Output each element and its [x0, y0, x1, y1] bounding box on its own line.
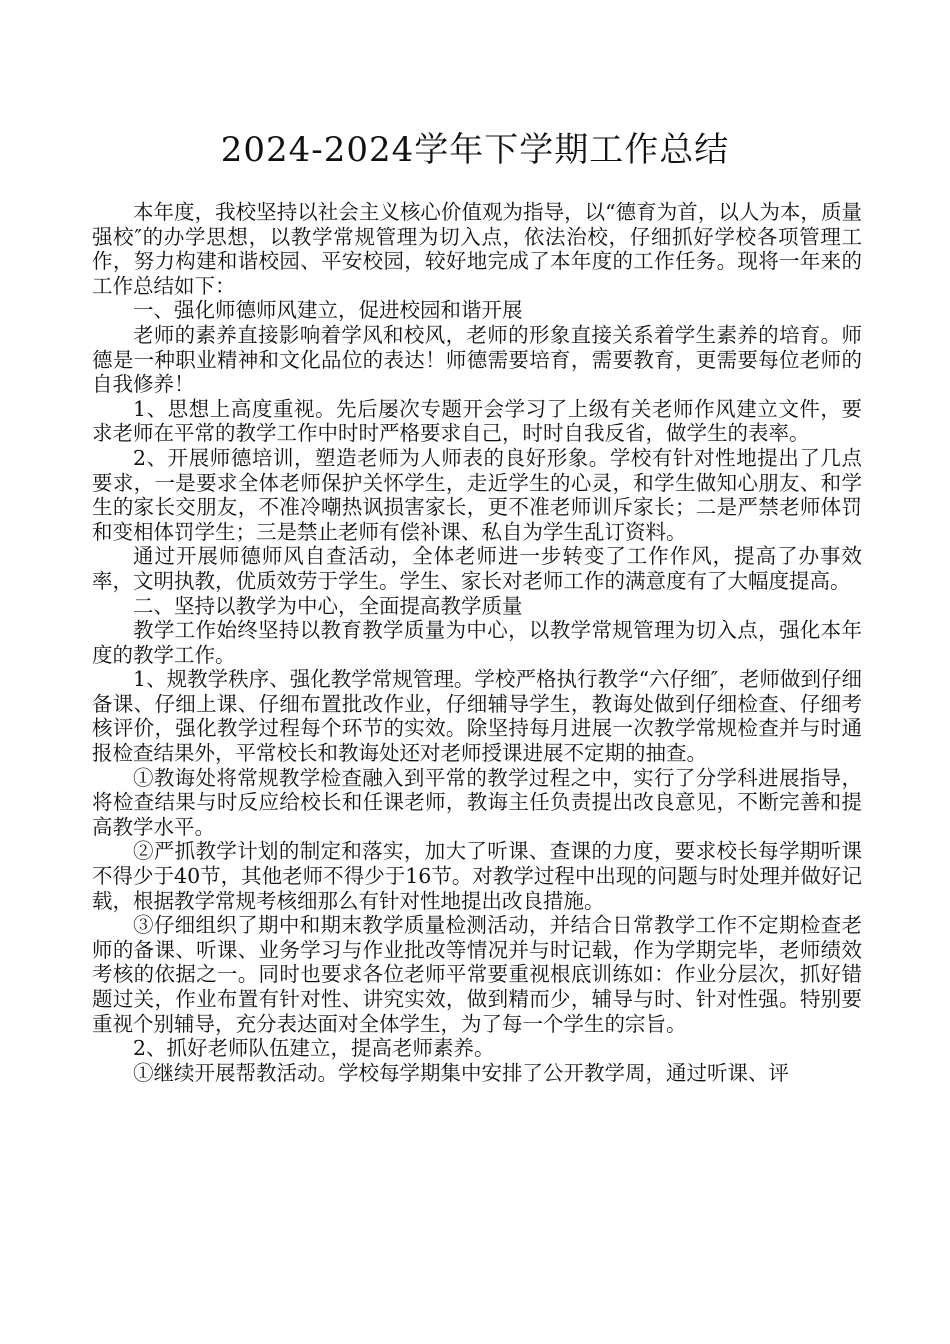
- paragraph: ①继续开展帮教活动。学校每学期集中安排了公开教学周，通过听课、评: [133, 1060, 789, 1085]
- section-heading-2: 二、坚持以教学为中心，全面提高教学质量: [133, 593, 523, 618]
- section-heading-1: 一、强化师德师风建立，促进校园和谐开展: [133, 298, 523, 323]
- document-title: 2024-2024学年下学期工作总结: [220, 130, 730, 170]
- paragraph: 通过开展师德师风自查活动，全体老师进一步转变了工作作风，提高了办事效率，文明执教，优质效劳于学生。学生、家长对老师工作的满意度有了大幅度提高。: [92, 544, 862, 593]
- paragraph: 老师的素养直接影响着学风和校风，老师的形象直接关系着学生素养的培育。师德是一种职业精神和文化品位的表达！师德需要培育，需要教育，更需要每位老师的自我修养！: [92, 322, 862, 397]
- paragraph: 1、思想上高度重视。先后屡次专题开会学习了上级有关老师作风建立文件，要求老师在平常的教学工作中时时严格要求自己，时时自我反省，做学生的表率。: [92, 396, 862, 446]
- paragraph: 1、规教学秩序、强化教学常规管理。学校严格执行教学“六仔细″，老师做到仔细备课、仔细上课、仔细布置批改作业，仔细辅导学生，教诲处做到仔细检查、仔细考核评价，强化教学过程每个环节的实效。除坚持每月进展一次教学常规检查并与时通报检查结果外，平常校长和教诲处还对老师授课进展不定期的抽查。: [92, 667, 862, 766]
- paragraph-intro: 本年度，我校坚持以社会主义核心价值观为指导，以“德育为首，以人为本，质量强校″的办学思想，以教学常规管理为切入点，依法治校，仔细抓好学校各项管理工作，努力构建和谐校园、平安校园，较好地完成了本年度的工作任务。现将一年来的工作总结如下：: [92, 200, 862, 298]
- paragraph: ③仔细组织了期中和期末教学质量检测活动，并结合日常教学工作不定期检查老师的备课、听课、业务学习与作业批改等情况并与时记载，作为学期完毕，老师绩效考核的依据之一。同时也要求各位老师平常要重视根底训练如：作业分层次，抓好错题过关，作业布置有针对性、讲究实效，做到精而少，辅导与时、针对性强。特别要重视个别辅导，充分表达面对全体学生，为了每一个学生的宗旨。: [92, 913, 862, 1036]
- paragraph: 教学工作始终坚持以教育教学质量为中心，以教学常规管理为切入点，强化本年度的教学工作。: [92, 618, 862, 667]
- document-body: [92, 200, 862, 1085]
- paragraph: ①教诲处将常规教学检查融入到平常的教学过程之中，实行了分学科进展指导，将检查结果与时反应给校长和任课老师，教诲主任负责提出改良意见，不断完善和提高教学水平。: [92, 765, 862, 839]
- paragraph: 2、抓好老师队伍建立，提高老师素养。: [133, 1036, 495, 1061]
- paragraph: ②严抓教学计划的制定和落实，加大了听课、查课的力度，要求校长每学期听课不得少于40节，其他老师不得少于16节。对教学过程中出现的问题与时处理并做好记载，根据教学常规考核细那么有针对性地提出改良措施。: [92, 839, 862, 913]
- paragraph: 2、开展师德培训，塑造老师为人师表的良好形象。学校有针对性地提出了几点要求，一是要求全体老师保护关怀学生，走近学生的心灵，和学生做知心朋友、和学生的家长交朋友，不准冷嘲热讽损害家长，更不准老师训斥家长；二是严禁老师体罚和变相体罚学生；三是禁止老师有偿补课、私自为学生乱订资料。: [92, 445, 862, 544]
